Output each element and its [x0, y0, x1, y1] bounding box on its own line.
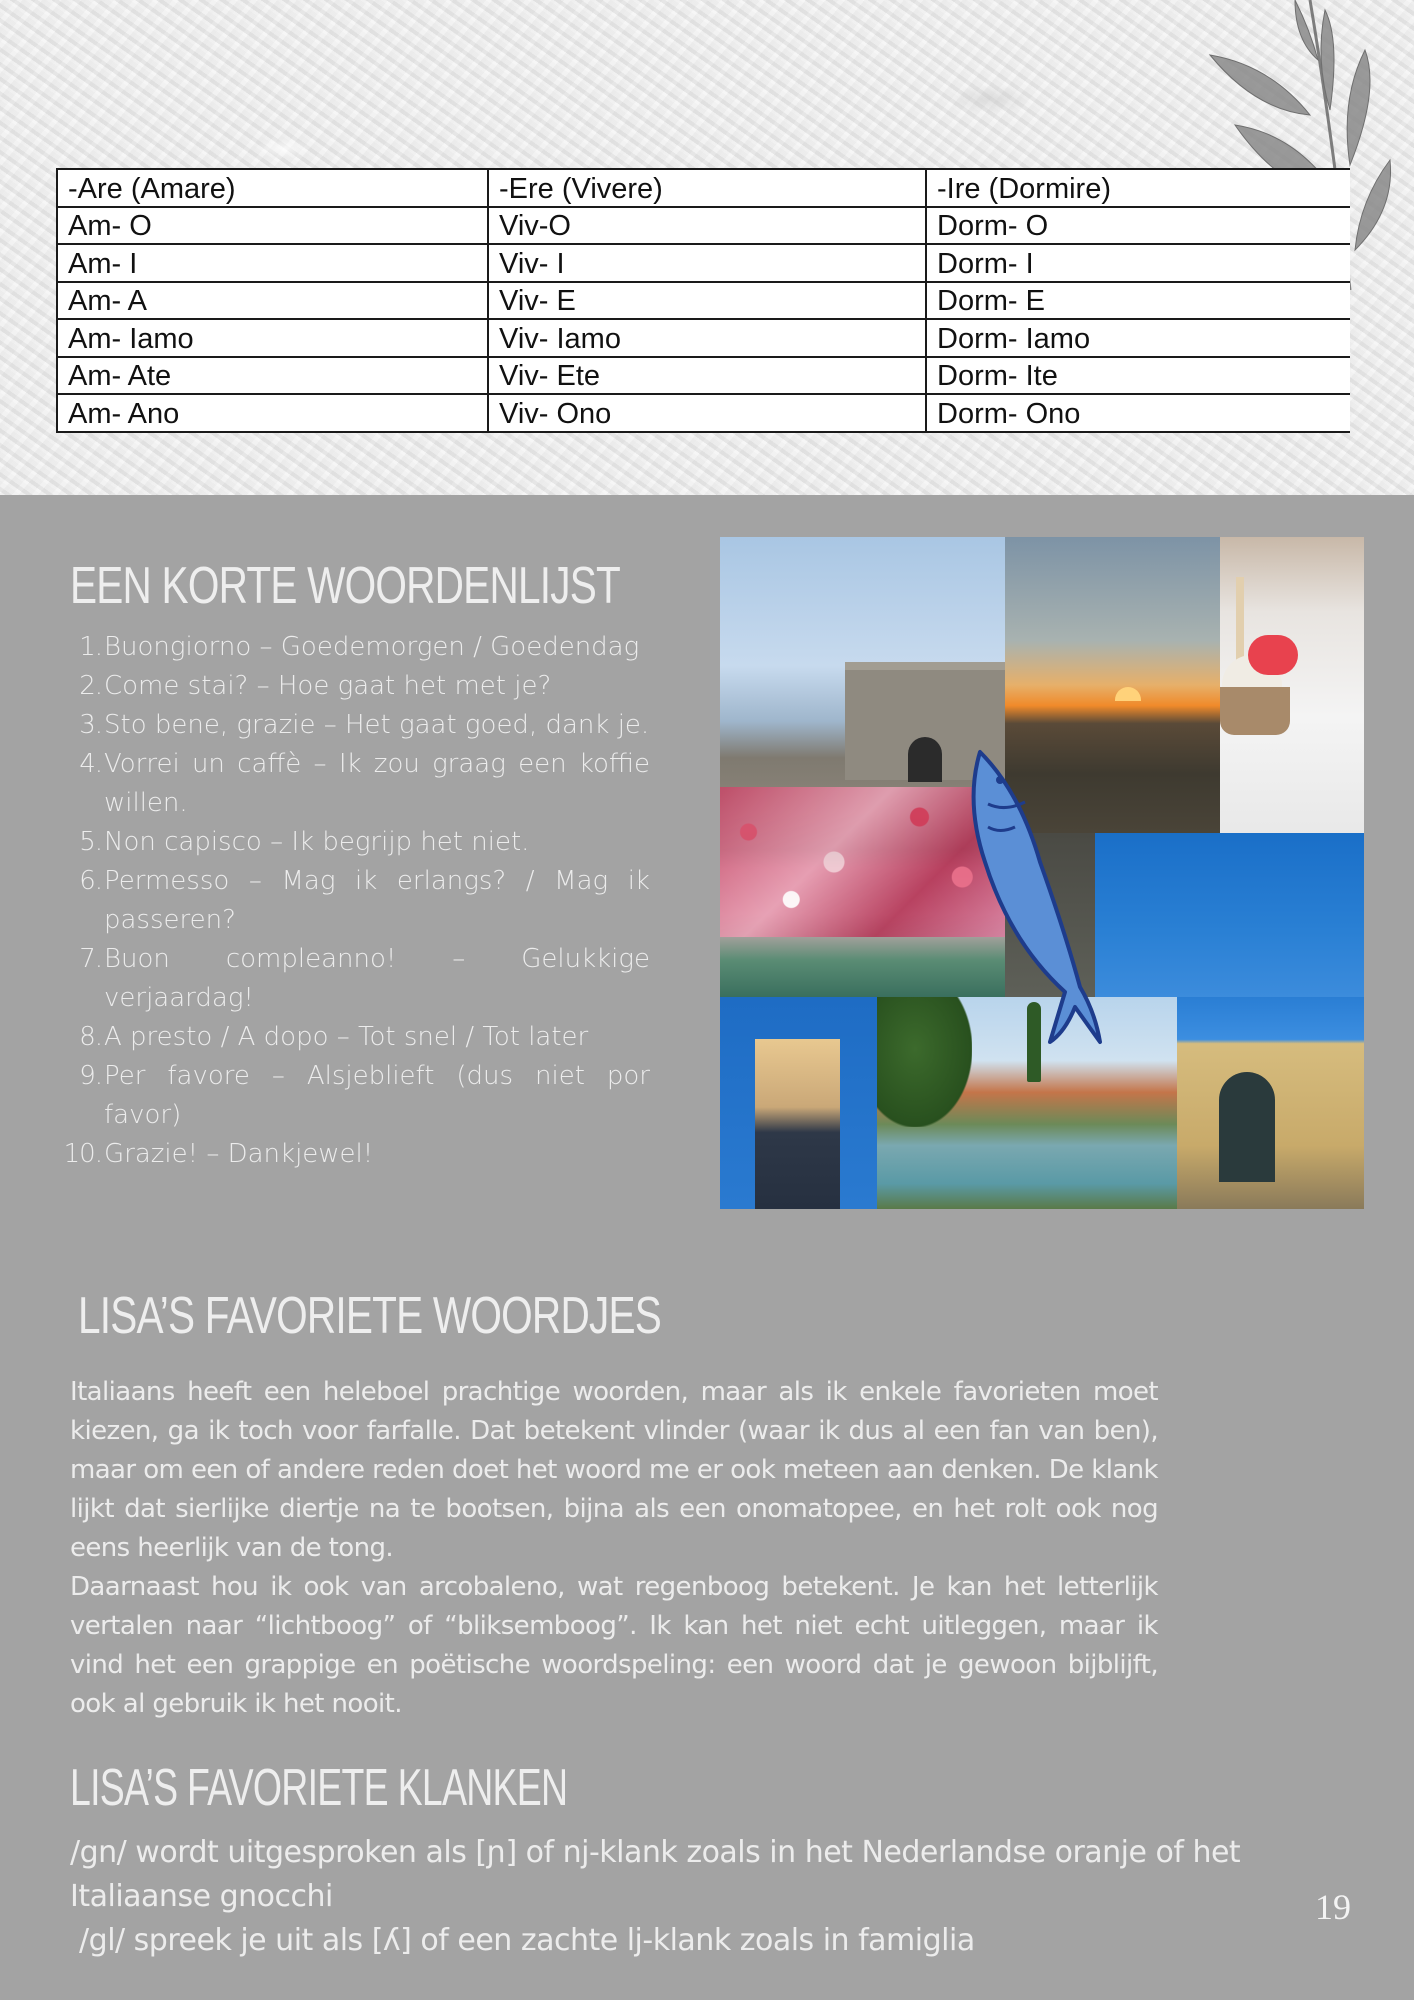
list-item-text: Non capisco – Ik begrijp het niet. — [104, 827, 530, 857]
list-item-number: 4. — [79, 749, 102, 779]
list-item-text: Come stai? – Hoe gaat het met je? — [104, 671, 552, 701]
favorite-sounds-title: LISA’S FAVORIETE KLANKEN — [70, 1759, 568, 1817]
list-item-number: 5. — [79, 827, 102, 857]
gate-arch — [908, 737, 942, 782]
wordlist-title: EEN KORTE WOORDENLIJST — [70, 557, 621, 615]
table-header-cell: -Are (Amare) — [57, 169, 488, 207]
list-item-text: Buongiorno – Goedemorgen / Goedendag — [104, 632, 640, 662]
photo-fortress-gate-flowers — [720, 537, 1005, 997]
table-cell: Viv- Iamo — [488, 319, 926, 357]
table-cell: Dorm- I — [926, 244, 1350, 282]
list-item — [62, 862, 650, 940]
fish-drawing-icon — [970, 742, 1120, 1062]
sound-line: /gl/ spreek je uit als [ʎ] of een zachte lj-klank zoals in famiglia — [70, 1923, 975, 1958]
photo-mural-building — [720, 997, 877, 1209]
table-cell: Am- Ate — [57, 357, 488, 395]
table-row — [57, 244, 1350, 282]
photo-theatre-arch — [1177, 997, 1364, 1209]
table-row — [57, 319, 1350, 357]
table-cell: Am- Ano — [57, 394, 488, 432]
gelato-cup — [1220, 687, 1290, 735]
table-cell: Dorm- E — [926, 282, 1350, 320]
table-header-row — [57, 169, 1350, 207]
list-item-text: A presto / A dopo – Tot snel / Tot later — [104, 1022, 589, 1052]
table-row — [57, 282, 1350, 320]
list-item-number: 10. — [63, 1139, 102, 1169]
list-item — [62, 1057, 650, 1135]
list-item — [62, 628, 650, 667]
list-item-text: Grazie! – Dankjewel! — [104, 1139, 374, 1169]
table-cell: Viv- Ono — [488, 394, 926, 432]
gelato-scoop-strawberry — [1248, 635, 1298, 675]
table-cell: Dorm- Ite — [926, 357, 1350, 395]
flower-boxes — [720, 787, 1005, 937]
list-item-number: 8. — [79, 1022, 102, 1052]
table-cell: Viv- E — [488, 282, 926, 320]
photo-gelato — [1220, 537, 1364, 837]
table-cell: Am- A — [57, 282, 488, 320]
favorite-words-title: LISA’S FAVORIETE WOORDJES — [78, 1287, 662, 1345]
table-header-cell: -Ere (Vivere) — [488, 169, 926, 207]
table-cell: Dorm- Iamo — [926, 319, 1350, 357]
list-item — [62, 823, 650, 862]
list-item — [62, 706, 650, 745]
list-item-text: Sto bene, grazie – Het gaat goed, dank je. — [104, 710, 650, 740]
table-cell: Am- Iamo — [57, 319, 488, 357]
table-row — [57, 357, 1350, 395]
list-item-number: 1. — [79, 632, 102, 662]
page-number: 19 — [1315, 1887, 1351, 1927]
list-item — [62, 745, 650, 823]
sound-line: /gn/ wordt uitgesproken als [ɲ] of nj-klank zoals in het Nederlandse oranje of het Italiaanse gnocchi — [70, 1835, 1250, 1914]
list-item-number: 6. — [79, 866, 102, 896]
table-header-cell: -Ire (Dormire) — [926, 169, 1350, 207]
theatre-arch-door — [1219, 1072, 1275, 1182]
table-cell: Dorm- Ono — [926, 394, 1350, 432]
paragraph: Italiaans heeft een heleboel prachtige woorden, maar als ik enkele favorieten moet kiezen, ga ik toch voor farfalle. Dat betekent vlinder (waar ik dus al een fan van ben), maar om een of andere reden doet het woord me er ook meteen aan denken. De klank lijkt dat sierlijke diertje na te bootsen, bijna als een onomatopee, en het rolt ook nog eens heerlijk van de tong. — [70, 1377, 1158, 1563]
list-item-text: Per favore – Alsjeblieft (dus niet por favor) — [104, 1061, 650, 1130]
list-item-number: 2. — [79, 671, 102, 701]
list-item-number: 3. — [79, 710, 102, 740]
table-cell: Dorm- O — [926, 207, 1350, 245]
list-item-text: Vorrei un caffè – Ik zou graag een koffie willen. — [104, 749, 650, 818]
table-cell: Viv- Ete — [488, 357, 926, 395]
list-item — [62, 1135, 650, 1174]
table-cell: Viv- I — [488, 244, 926, 282]
list-item-number: 9. — [79, 1061, 102, 1091]
table-row — [57, 394, 1350, 432]
mural-building — [755, 1039, 840, 1209]
list-item-number: 7. — [79, 944, 102, 974]
favorite-words-text — [70, 1373, 1158, 1724]
table-cell: Am- I — [57, 244, 488, 282]
list-item — [62, 1018, 650, 1057]
table-cell: Am- O — [57, 207, 488, 245]
paragraph: Daarnaast hou ik ook van arcobaleno, wat regenboog betekent. Je kan het letterlijk vertalen naar “lichtboog” of “bliksemboog”. Ik kan het niet echt uitleggen, maar ik vind het een grappige en poëtische woordspeling: een woord dat je gewoon bijblijft, ook al gebruik ik het nooit. — [70, 1572, 1158, 1719]
list-item — [62, 667, 650, 706]
list-item-text: Permesso – Mag ik erlangs? / Mag ik passeren? — [104, 866, 650, 935]
photo-collage — [720, 537, 1364, 1209]
favorite-sounds-text — [70, 1831, 1300, 1963]
sun — [1115, 687, 1141, 701]
wordlist — [62, 628, 650, 1174]
list-item-text: Buon compleanno! – Gelukkige verjaardag! — [104, 944, 650, 1013]
tree — [877, 997, 972, 1127]
table-cell: Viv-O — [488, 207, 926, 245]
gelato-spoon — [1236, 577, 1244, 667]
conjugation-table — [56, 168, 1350, 433]
table-row — [57, 207, 1350, 245]
list-item — [62, 940, 650, 1018]
